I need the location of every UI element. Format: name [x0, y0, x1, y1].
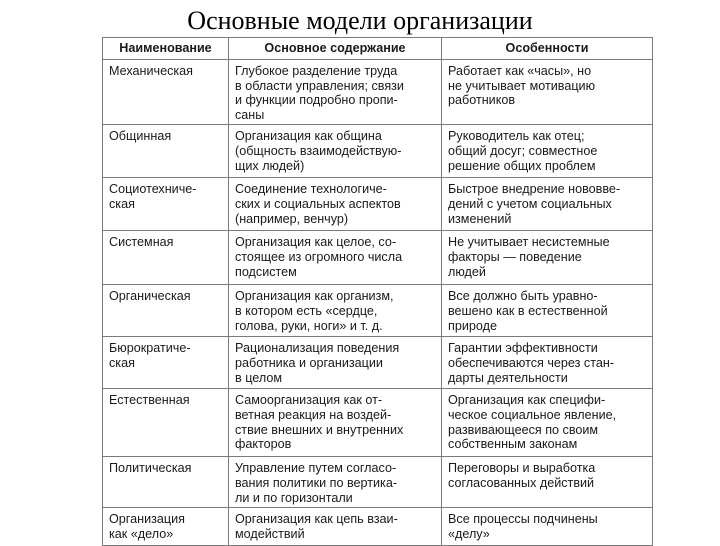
row-features: Организация как специфи- ческое социальное явление, развивающееся по своим собственным законам	[442, 389, 653, 457]
row-features: Переговоры и выработка согласованных действий	[442, 457, 653, 508]
organization-models-table	[102, 37, 653, 546]
row-features: Работает как «часы», но не учитывает мотивацию работников	[442, 60, 653, 125]
row-content: Глубокое разделение труда в области управления; связи и функции подробно пропи- саны	[229, 60, 442, 125]
row-name: Органическая	[103, 285, 229, 337]
table-row	[103, 231, 653, 285]
table-row	[103, 178, 653, 231]
row-content: Соединение технологиче- ских и социальных аспектов (например, венчур)	[229, 178, 442, 231]
table-header-row	[103, 38, 653, 60]
row-name: Системная	[103, 231, 229, 285]
table-row	[103, 457, 653, 508]
row-features: Не учитывает несистемные факторы — поведение людей	[442, 231, 653, 285]
row-name: Бюрократиче- ская	[103, 337, 229, 389]
header-content: Основное содержание	[229, 38, 442, 60]
row-content: Организация как цепь взаи- модействий	[229, 508, 442, 546]
row-features: Все должно быть уравно- вешено как в естественной природе	[442, 285, 653, 337]
row-name: Социотехниче- ская	[103, 178, 229, 231]
header-name: Наименование	[103, 38, 229, 60]
row-content: Самоорганизация как от- ветная реакция на воздей- ствие внешних и внутренних факторов	[229, 389, 442, 457]
row-content: Рационализация поведения работника и организации в целом	[229, 337, 442, 389]
table-row	[103, 125, 653, 178]
row-content: Организация как целое, со- стоящее из огромного числа подсистем	[229, 231, 442, 285]
table-row	[103, 389, 653, 457]
row-content: Организация как община (общность взаимодействую- щих людей)	[229, 125, 442, 178]
row-features: Руководитель как отец; общий досуг; совместное решение общих проблем	[442, 125, 653, 178]
row-content: Организация как организм, в котором есть «сердце, голова, руки, ноги» и т. д.	[229, 285, 442, 337]
table-row	[103, 285, 653, 337]
slide-title: Основные модели организации	[187, 6, 533, 35]
table-row	[103, 60, 653, 125]
row-features: Все процессы подчинены «делу»	[442, 508, 653, 546]
row-name: Механическая	[103, 60, 229, 125]
row-name: Общинная	[103, 125, 229, 178]
row-features: Гарантии эффективности обеспечиваются через стан- дарты деятельности	[442, 337, 653, 389]
row-name: Естественная	[103, 389, 229, 457]
row-features: Быстрое внедрение нововве- дений с учетом социальных изменений	[442, 178, 653, 231]
row-name: Политическая	[103, 457, 229, 508]
header-features: Особенности	[442, 38, 653, 60]
row-name: Организация как «дело»	[103, 508, 229, 546]
table-row	[103, 337, 653, 389]
row-content: Управление путем согласо- вания политики по вертика- ли и по горизонтали	[229, 457, 442, 508]
